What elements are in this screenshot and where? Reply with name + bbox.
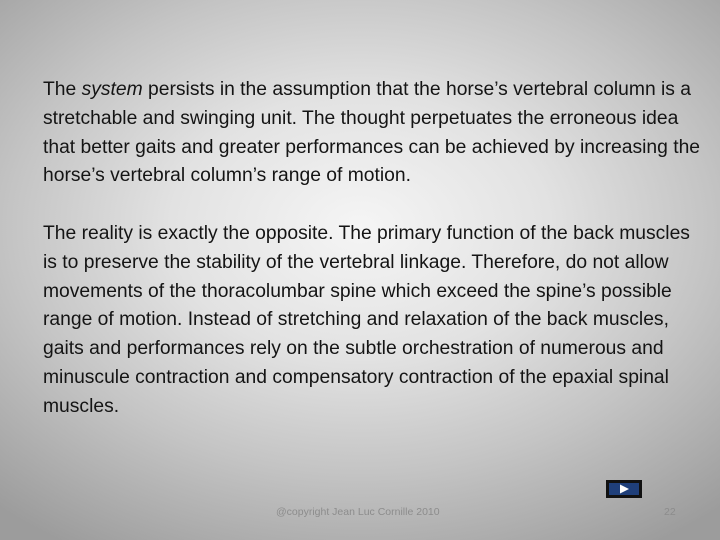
play-next-icon <box>609 483 639 495</box>
next-slide-button[interactable] <box>606 480 642 498</box>
paragraph-system-rest: persists in the assumption that the horse’s vertebral column is a stretchable and swinging unit. The thought perpetuates the erroneous idea that better gaits and greater performances can be achieved by increasing the horse’s vertebral column’s range of motion. <box>43 79 701 187</box>
system-emphasis: system <box>81 79 143 100</box>
slide-number: 22 <box>664 506 676 518</box>
paragraph-system-lead: The <box>43 79 82 100</box>
paragraph-reality: The reality is exactly the opposite. The primary function of the back muscles is to preserve the stability of the vertebral linkage. Therefore, do not allow movements of the thoracolumbar spine which exceed the spine’s possible range of motion. Instead of stretching and relaxation of the back muscles, gaits and performances rely on the subtle orchestration of numerous and minuscule contraction and compensatory contraction of the epaxial spinal muscles. <box>43 222 690 417</box>
paragraph-system <box>43 76 703 191</box>
copyright-footer: @copyright Jean Luc Cornille 2010 <box>276 506 440 518</box>
slide-body <box>43 76 703 422</box>
